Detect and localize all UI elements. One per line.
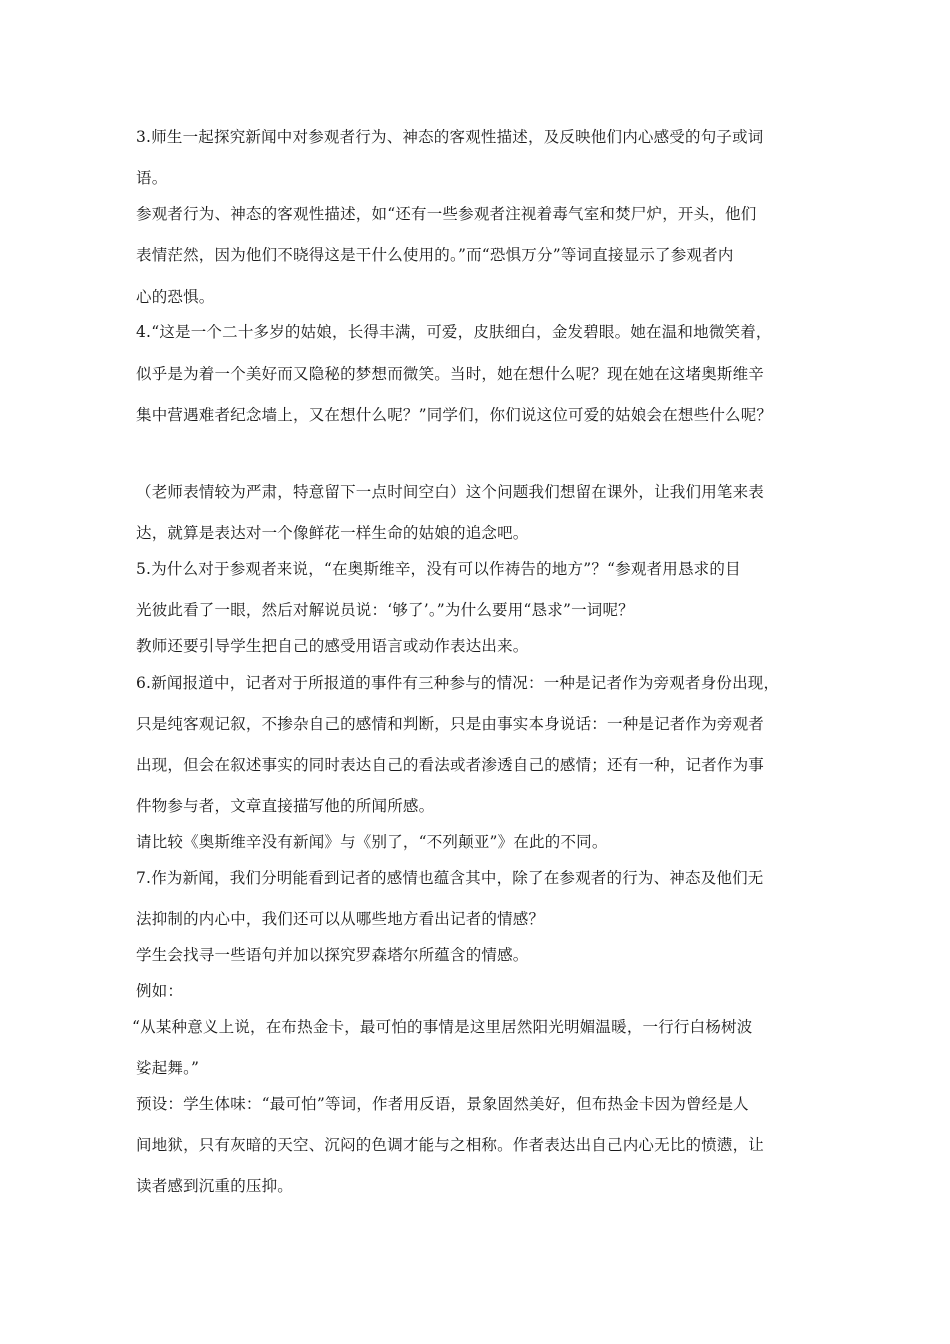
paragraph-line: 教师还要引导学生把自己的感受用语言或动作表达出来。 <box>136 637 529 655</box>
paragraph-line: 心的恐惧。 <box>136 288 215 306</box>
paragraph-line: 出现，但会在叙述事实的同时表达自己的看法或者渗透自己的感情；还有一种，记者作为事 <box>136 756 765 774</box>
paragraph-line: 法抑制的内心中，我们还可以从哪些地方看出记者的情感？ <box>136 910 545 928</box>
quote-line: 娑起舞。” <box>136 1059 200 1077</box>
paragraph-line: 集中营遇难者纪念墙上，又在想什么呢？”同学们，你们说这位可爱的姑娘会在想些什么呢？ <box>136 406 773 424</box>
paragraph-line: 4.“这是一个二十多岁的姑娘，长得丰满，可爱，皮肤细白，金发碧眼。她在温和地微笑着， <box>136 323 772 341</box>
paragraph-line: 6.新闻报道中，记者对于所报道的事件有三种参与的情况：一种是记者作为旁观者身份出现， <box>136 674 780 692</box>
paragraph-line: 例如： <box>136 982 184 1000</box>
paragraph-line: 光彼此看了一眼，然后对解说员说：‘够了’。”为什么要用“恳求”一词呢？ <box>136 601 634 619</box>
paragraph-line: 预设：学生体味：“最可怕”等词，作者用反语，景象固然美好，但布热金卡因为曾经是人 <box>136 1095 749 1113</box>
paragraph-line: 学生会找寻一些语句并加以探究罗森塔尔所蕴含的情感。 <box>136 946 529 964</box>
paragraph-line: （老师表情较为严肃，特意留下一点时间空白）这个问题我们想留在课外，让我们用笔来表 <box>136 483 765 501</box>
paragraph-line: 读者感到沉重的压抑。 <box>136 1177 294 1195</box>
paragraph-line: 间地狱，只有灰暗的天空、沉闷的色调才能与之相称。作者表达出自己内心无比的愤懑，让 <box>136 1136 765 1154</box>
paragraph-line: 请比较《奥斯维辛没有新闻》与《别了，“不列颠亚”》在此的不同。 <box>136 833 608 851</box>
quote-line: “从某种意义上说，在布热金卡，最可怕的事情是这里居然阳光明媚温暖，一行行白杨树波 <box>132 1018 753 1036</box>
paragraph-line: 5.为什么对于参观者来说，“在奥斯维辛，没有可以作祷告的地方”？“参观者用恳求的目 <box>136 560 741 578</box>
paragraph-line: 3.师生一起探究新闻中对参观者行为、神态的客观性描述，及反映他们内心感受的句子或词 <box>136 128 764 146</box>
paragraph-line: 件物参与者，文章直接描写他的所闻所感。 <box>136 797 435 815</box>
paragraph-line: 参观者行为、神态的客观性描述，如“还有一些参观者注视着毒气室和焚尸炉，开头，他们 <box>136 205 757 223</box>
paragraph-line: 语。 <box>136 169 168 187</box>
paragraph-line: 达，就算是表达对一个像鲜花一样生命的姑娘的追念吧。 <box>136 524 529 542</box>
paragraph-line: 7.作为新闻，我们分明能看到记者的感情也蕴含其中，除了在参观者的行为、神态及他们无 <box>136 869 764 887</box>
paragraph-line: 只是纯客观记叙，不掺杂自己的感情和判断，只是由事实本身说话：一种是记者作为旁观者 <box>136 715 765 733</box>
paragraph-line: 似乎是为着一个美好而又隐秘的梦想而微笑。当时，她在想什么呢？现在她在这堵奥斯维辛 <box>136 365 765 383</box>
paragraph-line: 表情茫然，因为他们不晓得这是干什么使用的。”而“恐惧万分”等词直接显示了参观者内 <box>136 246 734 264</box>
